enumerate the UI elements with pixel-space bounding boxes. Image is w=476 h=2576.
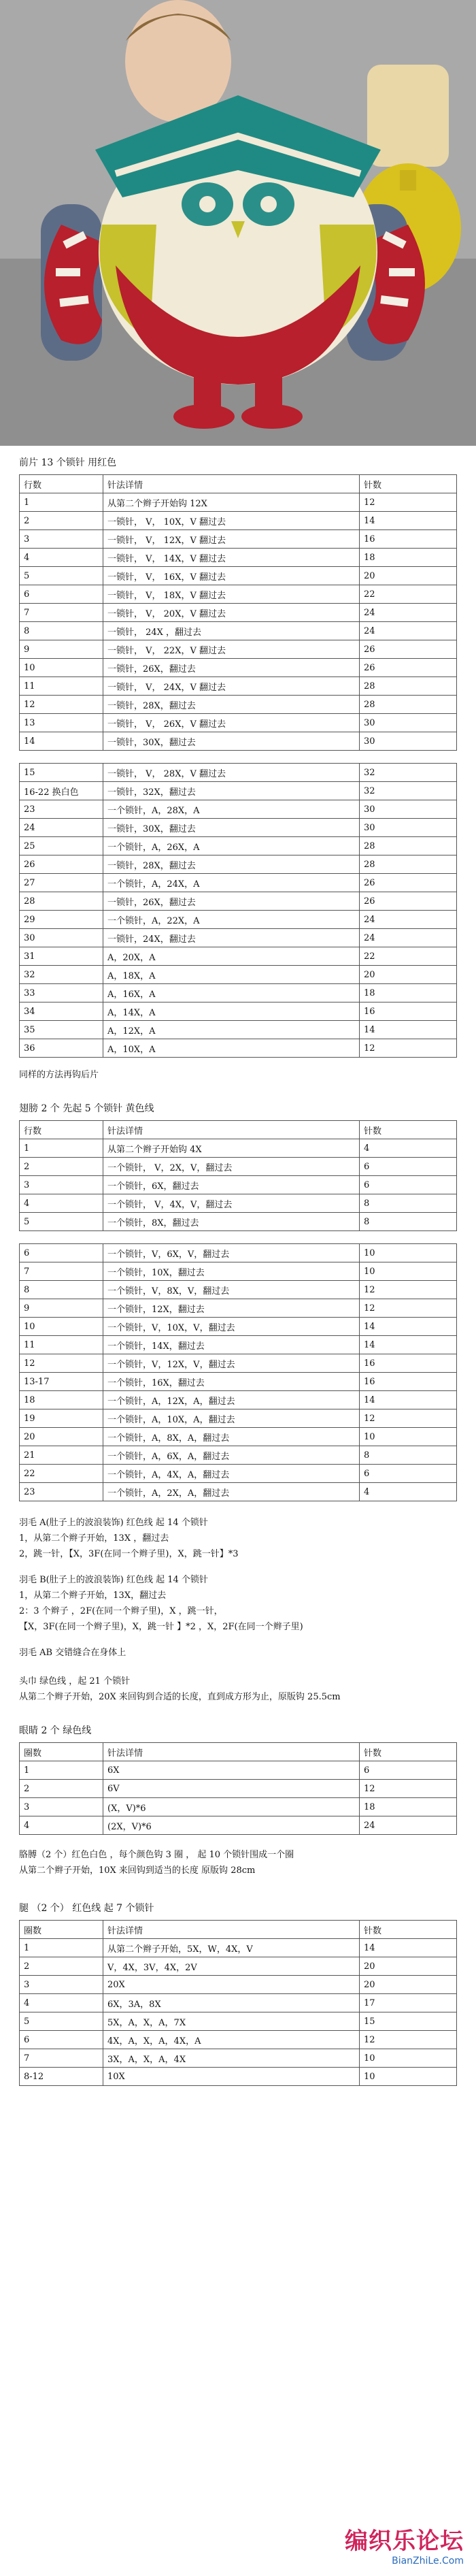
row-count: 24 bbox=[360, 929, 457, 947]
row-detail: 3X，A，X，A，4X bbox=[103, 2049, 360, 2068]
row-label: 1 bbox=[20, 1939, 103, 1957]
row-count: 10 bbox=[360, 2049, 457, 2068]
table-row bbox=[20, 1957, 457, 1976]
row-count: 12 bbox=[360, 1780, 457, 1798]
row-count: 26 bbox=[360, 659, 457, 677]
table-row bbox=[20, 800, 457, 819]
row-label: 31 bbox=[20, 947, 103, 966]
row-label: 18 bbox=[20, 1391, 103, 1409]
table-row bbox=[20, 549, 457, 567]
row-detail: 5X，A，X，A，7X bbox=[103, 2012, 360, 2031]
row-label: 2 bbox=[20, 512, 103, 530]
row-count: 17 bbox=[360, 1994, 457, 2012]
header-detail: 针法详情 bbox=[103, 1921, 360, 1939]
header-detail: 针法详情 bbox=[103, 475, 360, 493]
row-detail: 一个锁针，A，28X，A bbox=[103, 800, 360, 819]
watermark-url: BianZhiLe.Com bbox=[392, 2556, 464, 2566]
row-count: 12 bbox=[360, 2031, 457, 2049]
row-label: 26 bbox=[20, 855, 103, 874]
row-label: 13-17 bbox=[20, 1373, 103, 1391]
row-detail: 一个锁针，A，26X，A bbox=[103, 837, 360, 855]
table-row bbox=[20, 966, 457, 984]
row-detail: A，16X，A bbox=[103, 984, 360, 1002]
row-count: 8 bbox=[360, 1213, 457, 1231]
table-row bbox=[20, 1354, 457, 1373]
table-row bbox=[20, 892, 457, 911]
row-count: 14 bbox=[360, 512, 457, 530]
row-detail: A，20X，A bbox=[103, 947, 360, 966]
branch-title: 胳膊（2 个）红色白色 ，每个颜色钩 3 圈 ， 起 10 个锁针围成一个圈 bbox=[19, 1850, 294, 1860]
table-row bbox=[20, 1336, 457, 1354]
row-detail: 一锁针，32X，翻过去 bbox=[103, 782, 360, 800]
table-row bbox=[20, 1816, 457, 1835]
front-table-2 bbox=[19, 763, 457, 1058]
feather-b-title: 羽毛 B(肚子上的波浪装饰) 红色线 起 14 个锁针 bbox=[19, 1575, 208, 1585]
row-count: 6 bbox=[360, 1176, 457, 1194]
row-count: 12 bbox=[360, 1299, 457, 1318]
row-label: 24 bbox=[20, 819, 103, 837]
table-row bbox=[20, 659, 457, 677]
row-detail: 一锁针， V， 10X，V 翻过去 bbox=[103, 512, 360, 530]
row-count: 20 bbox=[360, 567, 457, 585]
row-detail: 从第二个辫子开始钩 12X bbox=[103, 493, 360, 512]
row-label: 27 bbox=[20, 874, 103, 892]
row-label: 10 bbox=[20, 659, 103, 677]
table-row bbox=[20, 874, 457, 892]
table-row bbox=[20, 622, 457, 640]
row-count: 8 bbox=[360, 1446, 457, 1465]
header-detail: 针法详情 bbox=[103, 1743, 360, 1761]
header-row: 圈数 bbox=[20, 1921, 103, 1939]
row-count: 26 bbox=[360, 640, 457, 659]
table-row bbox=[20, 677, 457, 696]
row-count: 10 bbox=[360, 1244, 457, 1262]
row-label: 12 bbox=[20, 1354, 103, 1373]
row-count: 24 bbox=[360, 622, 457, 640]
row-count: 32 bbox=[360, 782, 457, 800]
row-label: 14 bbox=[20, 732, 103, 751]
row-detail: 一个锁针，V，6X，V，翻过去 bbox=[103, 1244, 360, 1262]
watermark bbox=[345, 2522, 464, 2566]
row-detail: 一个锁针，A，10X，A，翻过去 bbox=[103, 1409, 360, 1428]
row-detail: 一锁针，24X，翻过去 bbox=[103, 929, 360, 947]
header-row: 行数 bbox=[20, 1121, 103, 1139]
row-detail: 一锁针， V， 28X，V 翻过去 bbox=[103, 764, 360, 782]
row-count: 20 bbox=[360, 966, 457, 984]
table-row bbox=[20, 1798, 457, 1816]
row-detail: 一个锁针，A，12X，A，翻过去 bbox=[103, 1391, 360, 1409]
table-row bbox=[20, 1780, 457, 1798]
row-detail: 一个锁针，6X，翻过去 bbox=[103, 1176, 360, 1194]
row-detail: 一个锁针， V，4X，V，翻过去 bbox=[103, 1194, 360, 1213]
row-detail: 一锁针，30X，翻过去 bbox=[103, 819, 360, 837]
row-label: 34 bbox=[20, 1002, 103, 1021]
row-detail: 一个锁针，V，8X，V，翻过去 bbox=[103, 1281, 360, 1299]
table-row bbox=[20, 1213, 457, 1231]
row-count: 12 bbox=[360, 1039, 457, 1058]
row-detail: V，4X，3V，4X，2V bbox=[103, 1957, 360, 1976]
table-row bbox=[20, 2049, 457, 2068]
row-label: 16-22 换白色 bbox=[20, 782, 103, 800]
row-label: 15 bbox=[20, 764, 103, 782]
row-detail: 一个锁针，V，10X，V，翻过去 bbox=[103, 1318, 360, 1336]
table-row bbox=[20, 512, 457, 530]
table-row bbox=[20, 585, 457, 604]
row-label: 11 bbox=[20, 1336, 103, 1354]
row-count: 20 bbox=[360, 1957, 457, 1976]
row-detail: 一锁针，30X，翻过去 bbox=[103, 732, 360, 751]
row-label: 19 bbox=[20, 1409, 103, 1428]
table-row bbox=[20, 855, 457, 874]
pattern-document bbox=[0, 446, 476, 2086]
row-detail: 一个锁针，A，6X，A，翻过去 bbox=[103, 1446, 360, 1465]
row-detail: 20X bbox=[103, 1976, 360, 1994]
row-detail: A，12X，A bbox=[103, 1021, 360, 1039]
row-label: 6 bbox=[20, 1244, 103, 1262]
row-count: 6 bbox=[360, 1761, 457, 1780]
row-count: 28 bbox=[360, 855, 457, 874]
row-label: 35 bbox=[20, 1021, 103, 1039]
row-detail: 一个锁针，14X，翻过去 bbox=[103, 1336, 360, 1354]
row-label: 13 bbox=[20, 714, 103, 732]
row-label: 1 bbox=[20, 1761, 103, 1780]
row-count: 8 bbox=[360, 1194, 457, 1213]
table-row bbox=[20, 1761, 457, 1780]
header-row: 圈数 bbox=[20, 1743, 103, 1761]
row-label: 7 bbox=[20, 604, 103, 622]
table-row bbox=[20, 530, 457, 549]
row-count: 15 bbox=[360, 2012, 457, 2031]
row-detail: 一个锁针，A，24X，A bbox=[103, 874, 360, 892]
feather-a-line2: 2，跳一针，【X，3F(在同一个辫子里)，X，跳一针】*3 bbox=[19, 1549, 239, 1559]
row-count: 30 bbox=[360, 800, 457, 819]
row-count: 18 bbox=[360, 984, 457, 1002]
row-count: 24 bbox=[360, 604, 457, 622]
table-row bbox=[20, 1039, 457, 1058]
row-count: 30 bbox=[360, 819, 457, 837]
header-count: 针数 bbox=[360, 1921, 457, 1939]
row-count: 26 bbox=[360, 874, 457, 892]
row-label: 7 bbox=[20, 2049, 103, 2068]
row-count: 14 bbox=[360, 1939, 457, 1957]
header-row: 行数 bbox=[20, 475, 103, 493]
feather-b-line1: 1，从第二个辫子开始，13X，翻过去 bbox=[19, 1591, 167, 1601]
row-detail: 一个锁针，A，8X，A，翻过去 bbox=[103, 1428, 360, 1446]
table-header bbox=[20, 1743, 457, 1761]
row-label: 12 bbox=[20, 696, 103, 714]
row-label: 28 bbox=[20, 892, 103, 911]
table-row bbox=[20, 696, 457, 714]
row-count: 28 bbox=[360, 696, 457, 714]
table-row bbox=[20, 1409, 457, 1428]
row-label: 6 bbox=[20, 585, 103, 604]
branch-line1: 从第二个辫子开始，10X 来回钩到适当的长度 原版钩 28cm bbox=[19, 1865, 256, 1876]
row-count: 30 bbox=[360, 732, 457, 751]
row-count: 6 bbox=[360, 1158, 457, 1176]
row-count: 18 bbox=[360, 549, 457, 567]
front-table-1 bbox=[19, 474, 457, 751]
table-row bbox=[20, 764, 457, 782]
table-row bbox=[20, 732, 457, 751]
table-row bbox=[20, 1158, 457, 1176]
table-row bbox=[20, 2031, 457, 2049]
row-detail: 一锁针， V， 12X，V 翻过去 bbox=[103, 530, 360, 549]
row-count: 4 bbox=[360, 1139, 457, 1158]
table-row bbox=[20, 1976, 457, 1994]
row-label: 29 bbox=[20, 911, 103, 929]
header-count: 针数 bbox=[360, 1743, 457, 1761]
row-detail: 从第二个辫子开始钩 4X bbox=[103, 1139, 360, 1158]
row-label: 23 bbox=[20, 1483, 103, 1501]
leg-table bbox=[19, 1920, 457, 2086]
row-label: 2 bbox=[20, 1957, 103, 1976]
table-row bbox=[20, 1299, 457, 1318]
row-label: 2 bbox=[20, 1158, 103, 1176]
table-row bbox=[20, 1176, 457, 1194]
wing-table-1 bbox=[19, 1120, 457, 1231]
row-count: 14 bbox=[360, 1318, 457, 1336]
row-label: 3 bbox=[20, 1976, 103, 1994]
table-row bbox=[20, 1373, 457, 1391]
row-label: 5 bbox=[20, 1213, 103, 1231]
row-count: 14 bbox=[360, 1336, 457, 1354]
row-detail: 一锁针， 24X ，翻过去 bbox=[103, 622, 360, 640]
row-count: 6 bbox=[360, 1465, 457, 1483]
table-header bbox=[20, 475, 457, 493]
row-detail: 一锁针，28X，翻过去 bbox=[103, 855, 360, 874]
row-label: 3 bbox=[20, 1176, 103, 1194]
row-label: 7 bbox=[20, 1262, 103, 1281]
table-row bbox=[20, 714, 457, 732]
row-detail: 一锁针，28X，翻过去 bbox=[103, 696, 360, 714]
row-detail: 4X，A，X，A，4X，A bbox=[103, 2031, 360, 2049]
row-count: 18 bbox=[360, 1798, 457, 1816]
row-label: 22 bbox=[20, 1465, 103, 1483]
row-detail: 6X bbox=[103, 1761, 360, 1780]
table-row bbox=[20, 1391, 457, 1409]
row-detail: 一个锁针，A，2X，A，翻过去 bbox=[103, 1483, 360, 1501]
head-title: 头巾 绿色线 ，起 21 个锁针 bbox=[19, 1676, 131, 1686]
table-row bbox=[20, 819, 457, 837]
row-count: 10 bbox=[360, 2068, 457, 2086]
row-detail: 6X，3A，8X bbox=[103, 1994, 360, 2012]
row-count: 32 bbox=[360, 764, 457, 782]
photo-owl-pillow bbox=[0, 0, 476, 446]
table-row bbox=[20, 640, 457, 659]
row-detail: 一锁针， V， 14X，V 翻过去 bbox=[103, 549, 360, 567]
row-label: 10 bbox=[20, 1318, 103, 1336]
row-label: 8-12 bbox=[20, 2068, 103, 2086]
row-detail: 一锁针， V， 18X，V 翻过去 bbox=[103, 585, 360, 604]
row-count: 20 bbox=[360, 1976, 457, 1994]
row-count: 24 bbox=[360, 911, 457, 929]
table-row bbox=[20, 1465, 457, 1483]
row-label: 3 bbox=[20, 1798, 103, 1816]
row-count: 16 bbox=[360, 1373, 457, 1391]
table-row bbox=[20, 929, 457, 947]
table-row bbox=[20, 2012, 457, 2031]
row-label: 11 bbox=[20, 677, 103, 696]
row-detail: 一锁针， V， 16X，V 翻过去 bbox=[103, 567, 360, 585]
feather-a-title: 羽毛 A(肚子上的波浪装饰) 红色线 起 14 个锁针 bbox=[19, 1518, 208, 1528]
table-row bbox=[20, 1262, 457, 1281]
row-label: 33 bbox=[20, 984, 103, 1002]
table-header bbox=[20, 1121, 457, 1139]
row-label: 9 bbox=[20, 1299, 103, 1318]
row-detail: A，14X，A bbox=[103, 1002, 360, 1021]
row-count: 16 bbox=[360, 1354, 457, 1373]
row-label: 1 bbox=[20, 1139, 103, 1158]
row-count: 16 bbox=[360, 1002, 457, 1021]
table-row bbox=[20, 493, 457, 512]
row-label: 8 bbox=[20, 1281, 103, 1299]
table-row bbox=[20, 1318, 457, 1336]
watermark-title: 编织乐论坛 bbox=[345, 2528, 464, 2555]
row-count: 22 bbox=[360, 947, 457, 966]
row-count: 16 bbox=[360, 530, 457, 549]
row-count: 28 bbox=[360, 837, 457, 855]
photo-illustration bbox=[0, 0, 476, 446]
table-row bbox=[20, 947, 457, 966]
row-count: 28 bbox=[360, 677, 457, 696]
row-label: 6 bbox=[20, 2031, 103, 2049]
table-row bbox=[20, 1002, 457, 1021]
table-row bbox=[20, 1021, 457, 1039]
row-detail: 一个锁针，A，22X，A bbox=[103, 911, 360, 929]
table-row bbox=[20, 1994, 457, 2012]
row-count: 26 bbox=[360, 892, 457, 911]
front-title: 前片 13 个锁针 用红色 bbox=[19, 457, 117, 468]
row-label: 4 bbox=[20, 1816, 103, 1835]
row-detail: 从第二个辫子开始，5X，W，4X，V bbox=[103, 1939, 360, 1957]
table-row bbox=[20, 1428, 457, 1446]
row-label: 4 bbox=[20, 1994, 103, 2012]
table-row bbox=[20, 911, 457, 929]
row-detail: 一个锁针， V，2X，V，翻过去 bbox=[103, 1158, 360, 1176]
row-detail: 一个锁针，12X，翻过去 bbox=[103, 1299, 360, 1318]
row-detail: A，18X，A bbox=[103, 966, 360, 984]
row-detail: A，10X，A bbox=[103, 1039, 360, 1058]
feather-b-line3: 【X，3F(在同一个辫子里)，X，跳一针 】*2 ，X，2F(在同一个辫子里) bbox=[19, 1622, 303, 1632]
feather-b-line2: 2：3 个辫子 ，2F(在同一个辫子里)，X ，跳一针， bbox=[19, 1606, 223, 1616]
eye-title: 眼睛 2 个 绿色线 bbox=[19, 1725, 92, 1736]
row-count: 30 bbox=[360, 714, 457, 732]
row-count: 12 bbox=[360, 1281, 457, 1299]
table-row bbox=[20, 782, 457, 800]
table-row bbox=[20, 1244, 457, 1262]
row-count: 24 bbox=[360, 1816, 457, 1835]
table-row bbox=[20, 1194, 457, 1213]
row-label: 25 bbox=[20, 837, 103, 855]
row-label: 32 bbox=[20, 966, 103, 984]
row-count: 12 bbox=[360, 1409, 457, 1428]
table-row bbox=[20, 1446, 457, 1465]
row-detail: 一锁针，26X，翻过去 bbox=[103, 659, 360, 677]
table-row bbox=[20, 837, 457, 855]
row-label: 5 bbox=[20, 2012, 103, 2031]
row-label: 2 bbox=[20, 1780, 103, 1798]
row-detail: 一锁针， V， 24X，V 翻过去 bbox=[103, 677, 360, 696]
header-detail: 针法详情 bbox=[103, 1121, 360, 1139]
row-label: 4 bbox=[20, 1194, 103, 1213]
row-detail: 一个锁针，8X，翻过去 bbox=[103, 1213, 360, 1231]
row-detail: 一锁针， V， 20X，V 翻过去 bbox=[103, 604, 360, 622]
row-count: 14 bbox=[360, 1391, 457, 1409]
row-detail: (2X，V)*6 bbox=[103, 1816, 360, 1835]
row-label: 30 bbox=[20, 929, 103, 947]
row-label: 1 bbox=[20, 493, 103, 512]
header-count: 针数 bbox=[360, 1121, 457, 1139]
eye-table bbox=[19, 1742, 457, 1835]
row-detail: 一锁针， V， 22X，V 翻过去 bbox=[103, 640, 360, 659]
row-label: 36 bbox=[20, 1039, 103, 1058]
wing-table-2 bbox=[19, 1243, 457, 1501]
table-row bbox=[20, 1483, 457, 1501]
table-row bbox=[20, 1281, 457, 1299]
wing-title: 翅膀 2 个 先起 5 个锁针 黄色线 bbox=[19, 1103, 154, 1114]
row-count: 10 bbox=[360, 1262, 457, 1281]
table-header bbox=[20, 1921, 457, 1939]
row-detail: 一个锁针，10X，翻过去 bbox=[103, 1262, 360, 1281]
row-count: 22 bbox=[360, 585, 457, 604]
table-row bbox=[20, 1939, 457, 1957]
row-label: 8 bbox=[20, 622, 103, 640]
row-label: 20 bbox=[20, 1428, 103, 1446]
table-row bbox=[20, 984, 457, 1002]
row-label: 4 bbox=[20, 549, 103, 567]
row-detail: 10X bbox=[103, 2068, 360, 2086]
row-detail: 一锁针，26X，翻过去 bbox=[103, 892, 360, 911]
row-detail: 一个锁针，16X，翻过去 bbox=[103, 1373, 360, 1391]
table-row bbox=[20, 2068, 457, 2086]
row-detail: 一个锁针，V，12X，V，翻过去 bbox=[103, 1354, 360, 1373]
feather-ab-note: 羽毛 AB 交错缝合在身体上 bbox=[19, 1648, 126, 1658]
row-count: 10 bbox=[360, 1428, 457, 1446]
head-line1: 从第二个辫子开始，20X 来回钩到合适的长度，直到成方形为止，原版钩 25.5cm bbox=[19, 1692, 341, 1702]
header-count: 针数 bbox=[360, 475, 457, 493]
row-detail: (X，V)*6 bbox=[103, 1798, 360, 1816]
row-label: 21 bbox=[20, 1446, 103, 1465]
leg-title: 腿 （2 个） 红色线 起 7 个锁针 bbox=[19, 1903, 154, 1914]
table-row bbox=[20, 567, 457, 585]
row-count: 4 bbox=[360, 1483, 457, 1501]
table-row bbox=[20, 604, 457, 622]
row-label: 5 bbox=[20, 567, 103, 585]
row-label: 9 bbox=[20, 640, 103, 659]
row-count: 14 bbox=[360, 1021, 457, 1039]
front-after-note: 同样的方法再钩后片 bbox=[19, 1070, 99, 1080]
table-row bbox=[20, 1139, 457, 1158]
row-label: 23 bbox=[20, 800, 103, 819]
row-label: 3 bbox=[20, 530, 103, 549]
row-count: 12 bbox=[360, 493, 457, 512]
row-detail: 6V bbox=[103, 1780, 360, 1798]
row-detail: 一个锁针，A，4X，A，翻过去 bbox=[103, 1465, 360, 1483]
feather-a-line1: 1，从第二个辫子开始，13X ，翻过去 bbox=[19, 1533, 169, 1544]
row-detail: 一锁针， V， 26X，V 翻过去 bbox=[103, 714, 360, 732]
